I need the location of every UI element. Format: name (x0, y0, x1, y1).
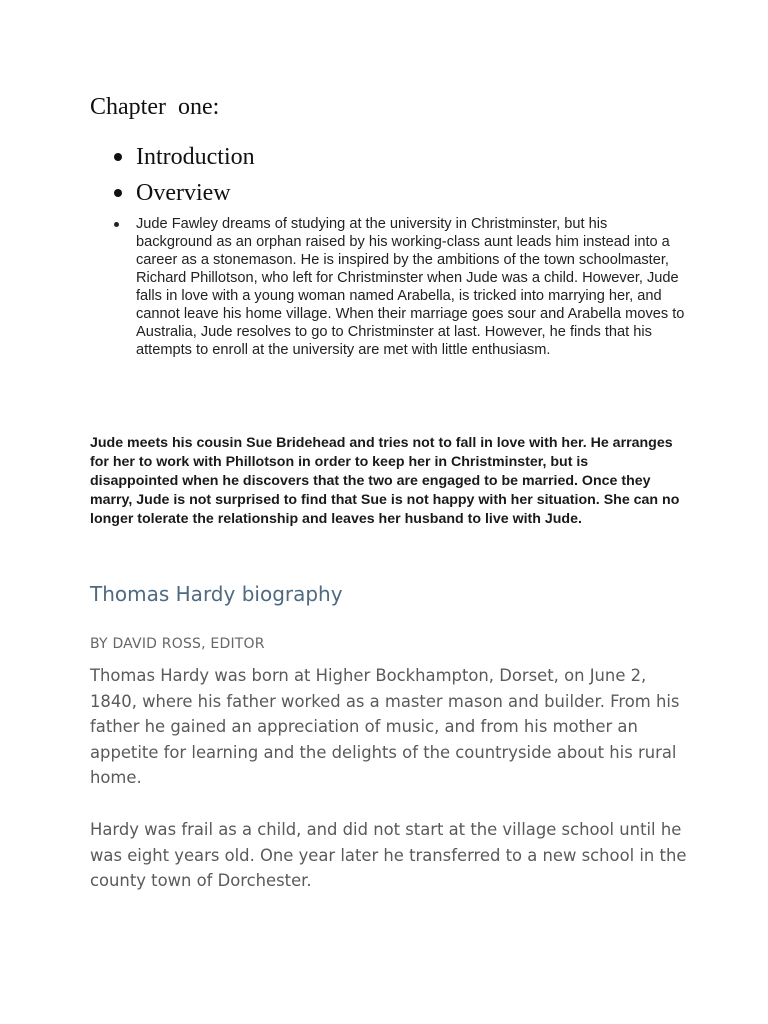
outline-item-label: Introduction (136, 144, 255, 170)
bullet-icon (114, 222, 119, 227)
biography-heading: Thomas Hardy biography (90, 582, 343, 606)
biography-paragraph: Thomas Hardy was born at Higher Bockhampton, Dorset, on June 2, 1840, where his father worked as a master mason and builder. From his father he gained an appreciation of music, and from his mother an appetite for learning and the delights of the countryside about his rural home. (90, 666, 680, 787)
chapter-title: Chapter one: (90, 94, 220, 120)
biography-paragraph: Hardy was frail as a child, and did not start at the village school until he was eight years old. One year later he transferred to a new school in the county town of Dorchester. (90, 820, 687, 890)
outline-item-label: Overview (136, 180, 231, 206)
bullet-icon (114, 153, 122, 161)
synopsis-text: Jude Fawley dreams of studying at the university in Christminster, but his background as an orphan raised by his working-class aunt leads him instead into a career as a stonemason. He is inspired by the ambitions of the town schoolmaster, Richard Phillotson, who left for Christminster when Jude was a child. However, Jude falls in love with a young woman named Arabella, is tricked into marrying her, and cannot leave his home village. When their marriage goes sour and Arabella moves to Australia, Jude resolves to go to Christminster at last. However, he finds that his attempts to enroll at the university are met with little enthusiasm. (136, 216, 685, 358)
biography-byline: BY DAVID ROSS, EDITOR (90, 636, 265, 652)
bold-summary-paragraph: Jude meets his cousin Sue Bridehead and tries not to fall in love with her. He arranges for her to work with Phillotson in order to keep her in Christminster, but is disappointed when he discovers that the two are engaged to be married. Once they marry, Jude is not surprised to find that Sue is not happy with her situation. She can no longer tolerate the relationship and leaves her husband to live with Jude. (90, 435, 680, 527)
bullet-icon (114, 189, 122, 197)
